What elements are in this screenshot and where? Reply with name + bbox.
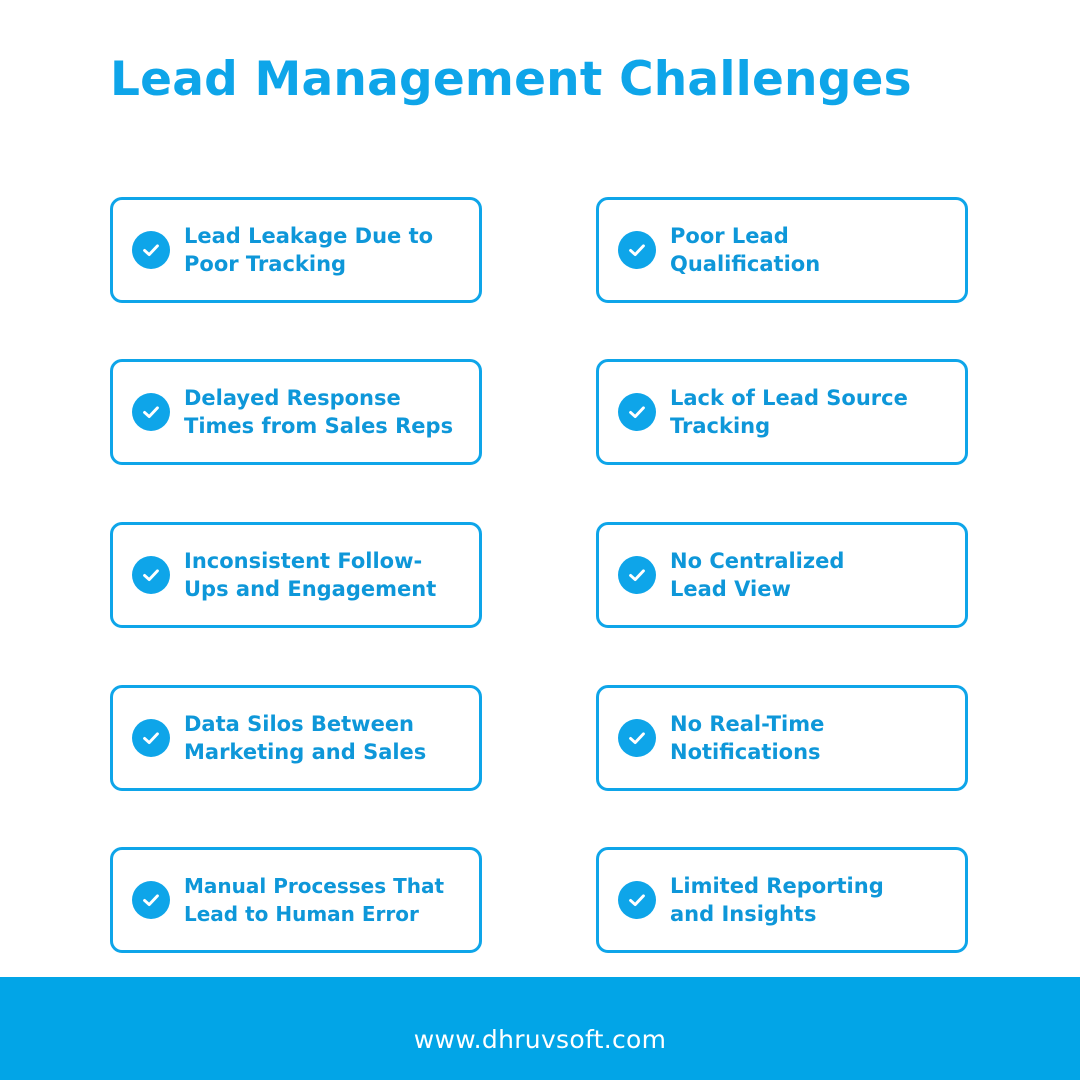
check-circle-icon: [132, 556, 170, 594]
challenge-label: No Centralized Lead View: [670, 549, 845, 601]
challenge-card: [596, 685, 968, 791]
check-circle-icon: [618, 393, 656, 431]
challenge-card: [110, 522, 482, 628]
check-circle-icon: [132, 393, 170, 431]
challenge-card: [110, 685, 482, 791]
challenge-card: [596, 847, 968, 953]
challenge-card: [110, 197, 482, 303]
challenge-label: Data Silos Between Marketing and Sales: [184, 712, 427, 764]
challenge-label: No Real-Time Notifications: [670, 712, 825, 764]
check-circle-icon: [618, 556, 656, 594]
challenge-label: Poor Lead Qualification: [670, 224, 821, 276]
check-circle-icon: [132, 881, 170, 919]
challenge-card: [596, 359, 968, 465]
page-title: Lead Management Challenges: [110, 52, 912, 107]
footer-website-link[interactable]: www.dhruvsoft.com: [413, 1025, 667, 1054]
challenge-label: Manual Processes That Lead to Human Error: [184, 874, 445, 926]
check-circle-icon: [618, 881, 656, 919]
check-circle-icon: [618, 231, 656, 269]
challenge-label: Delayed Response Times from Sales Reps: [184, 386, 454, 438]
challenge-card: [110, 847, 482, 953]
check-circle-icon: [132, 231, 170, 269]
challenge-label: Lack of Lead Source Tracking: [670, 386, 908, 438]
check-circle-icon: [132, 719, 170, 757]
check-circle-icon: [618, 719, 656, 757]
challenge-label: Inconsistent Follow-Ups and Engagement: [184, 549, 437, 601]
challenge-label: Lead Leakage Due to Poor Tracking: [184, 224, 434, 276]
challenge-label: Limited Reporting and Insights: [670, 874, 884, 926]
challenge-card: [596, 522, 968, 628]
footer-bar: [0, 977, 1080, 1080]
challenge-card: [110, 359, 482, 465]
challenge-card: [596, 197, 968, 303]
